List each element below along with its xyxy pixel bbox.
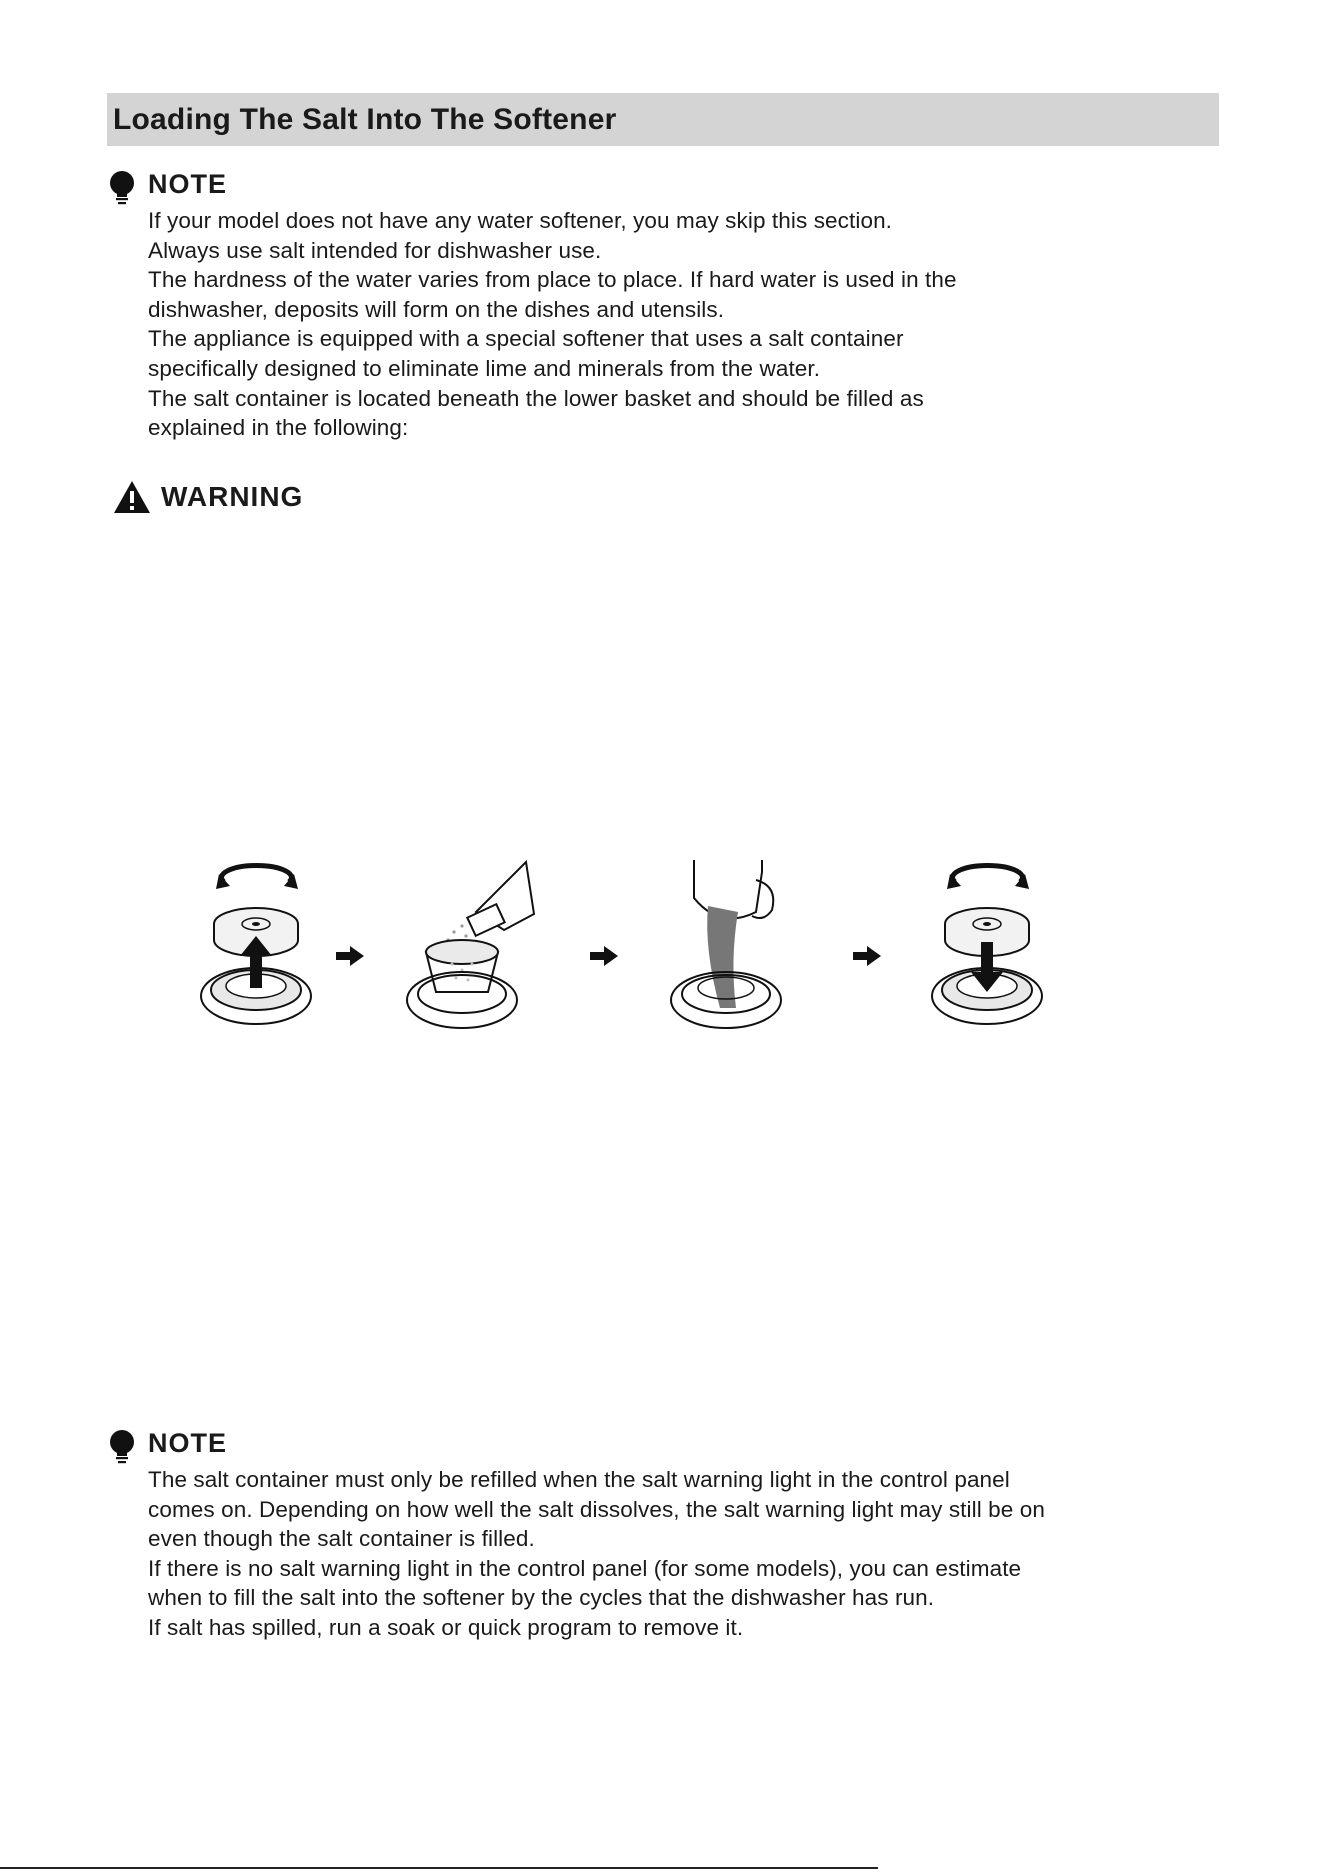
note-block-2 xyxy=(107,1425,1227,1643)
note-line: Always use salt intended for dishwasher use. xyxy=(148,237,602,263)
note-line: even though the salt container is filled. xyxy=(148,1526,535,1552)
note-line: when to fill the salt into the softener by the cycles that the dishwasher has run. xyxy=(148,1585,935,1611)
note-line: The hardness of the water varies from place to place. If hard water is used in the xyxy=(148,267,957,293)
note-line: explained in the following: xyxy=(148,415,409,441)
note-block-1 xyxy=(107,166,1227,443)
arrow-right-icon xyxy=(853,946,883,966)
section-header xyxy=(107,93,1219,146)
warning-heading xyxy=(113,477,413,517)
note-label: NOTE xyxy=(148,1428,228,1458)
note-text xyxy=(148,1465,1227,1643)
note-line: The salt container is located beneath the lower basket and should be filled as xyxy=(148,385,924,411)
note-label: NOTE xyxy=(148,169,228,199)
lightbulb-icon xyxy=(107,170,137,206)
note-line: dishwasher, deposits will form on the dishes and utensils. xyxy=(148,296,725,322)
section-title: Loading The Salt Into The Softener xyxy=(113,103,617,136)
note-line: The appliance is equipped with a special softener that uses a salt container xyxy=(148,326,904,352)
arrow-right-icon xyxy=(336,946,366,966)
note-text xyxy=(148,206,1227,443)
warning-triangle-icon xyxy=(113,480,151,514)
note-heading xyxy=(107,166,1227,202)
note-heading xyxy=(107,1425,1227,1461)
pour-salt-step-icon xyxy=(396,860,546,1040)
lightbulb-icon xyxy=(107,1429,137,1465)
note-line: The salt container must only be refilled when the salt warning light in the control panel xyxy=(148,1467,1010,1492)
note-line: If your model does not have any water softener, you may skip this section. xyxy=(148,208,893,233)
note-line: specifically designed to eliminate lime and minerals from the water. xyxy=(148,355,821,381)
remove-cap-step-icon xyxy=(184,860,334,1040)
note-line: If salt has spilled, run a soak or quick program to remove it. xyxy=(148,1614,744,1640)
warning-label: WARNING xyxy=(161,481,304,512)
arrow-right-icon xyxy=(590,946,620,966)
replace-cap-step-icon xyxy=(915,860,1065,1040)
salt-loading-steps xyxy=(170,860,1070,1040)
note-line: comes on. Depending on how well the salt dissolves, the salt warning light may still be on xyxy=(148,1496,1045,1522)
footer-rule xyxy=(0,1867,878,1869)
note-line: If there is no salt warning light in the control panel (for some models), you can estimate xyxy=(148,1555,1022,1581)
fill-water-step-icon xyxy=(660,860,810,1040)
